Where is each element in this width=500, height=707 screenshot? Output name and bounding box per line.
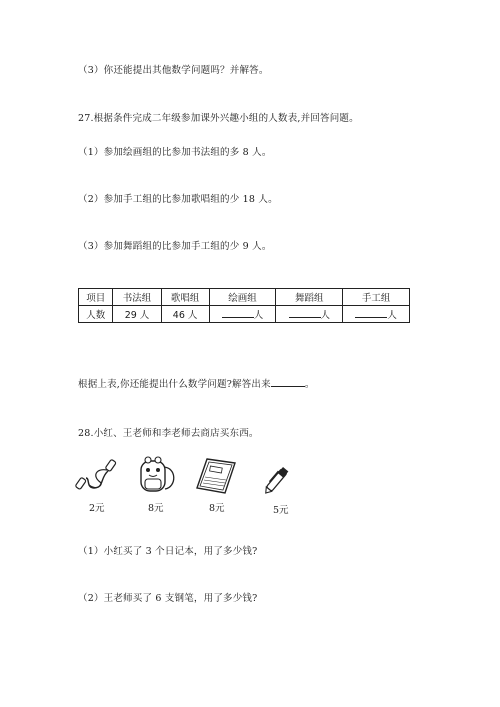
answer-blank[interactable] xyxy=(289,308,321,318)
answer-blank[interactable] xyxy=(271,377,305,387)
unit-label: 人 xyxy=(253,310,264,321)
unit-label: 人 xyxy=(387,310,397,321)
q27-condition-2: （2）参加手工组的比参加歌唱组的少 18 人。 xyxy=(78,194,278,205)
table-header-cell: 项目 xyxy=(79,289,113,306)
table-cell-value: 46 人 xyxy=(161,306,209,323)
jump-rope-icon xyxy=(74,458,118,498)
price-label: 8元 xyxy=(148,503,164,514)
table-row xyxy=(79,306,410,323)
table-header-cell: 歌唱组 xyxy=(161,289,209,306)
table-header-cell: 手工组 xyxy=(343,289,410,306)
table-header-cell: 绘画组 xyxy=(209,289,276,306)
table-cell-value: 29 人 xyxy=(113,306,161,323)
group-count-table xyxy=(78,288,410,323)
backpack-icon xyxy=(133,455,179,497)
q26-subquestion-3: （3）你还能提出其他数学问题吗？并解答。 xyxy=(78,65,269,76)
answer-blank[interactable] xyxy=(222,308,254,318)
q27-condition-3: （3）参加舞蹈组的比参加手工组的少 9 人。 xyxy=(78,241,272,252)
notebook-icon xyxy=(193,455,239,497)
table-header-row xyxy=(79,289,410,306)
price-label: 8元 xyxy=(209,503,225,514)
followup-end: 。 xyxy=(304,379,315,390)
q28-subquestion-1: （1）小红买了 3 个日记本，用了多少钱? xyxy=(78,546,258,557)
row-label: 人数 xyxy=(79,306,113,323)
price-label: 5元 xyxy=(273,505,289,516)
table-cell-blank[interactable] xyxy=(209,306,276,323)
q28-title: 28.小红、王老师和李老师去商店买东西。 xyxy=(78,428,259,439)
price-label: 2元 xyxy=(89,503,105,514)
unit-label: 人 xyxy=(320,310,331,321)
q27-followup xyxy=(78,376,315,390)
table-cell-blank[interactable] xyxy=(343,306,410,323)
followup-text: 根据上表,你还能提出什么数学问题?解答出来 xyxy=(78,379,271,390)
pen-icon xyxy=(258,458,300,498)
q27-condition-1: （1）参加绘画组的比参加书法组的多 8 人。 xyxy=(78,147,272,158)
table-cell-blank[interactable] xyxy=(276,306,343,323)
table-header-cell: 书法组 xyxy=(113,289,161,306)
q27-title: 27.根据条件完成二年级参加课外兴趣小组的人数表,并回答问题。 xyxy=(78,113,359,124)
q28-subquestion-2: （2）王老师买了 6 支钢笔，用了多少钱? xyxy=(78,593,258,604)
table-header-cell: 舞蹈组 xyxy=(276,289,343,306)
answer-blank[interactable] xyxy=(355,308,387,318)
